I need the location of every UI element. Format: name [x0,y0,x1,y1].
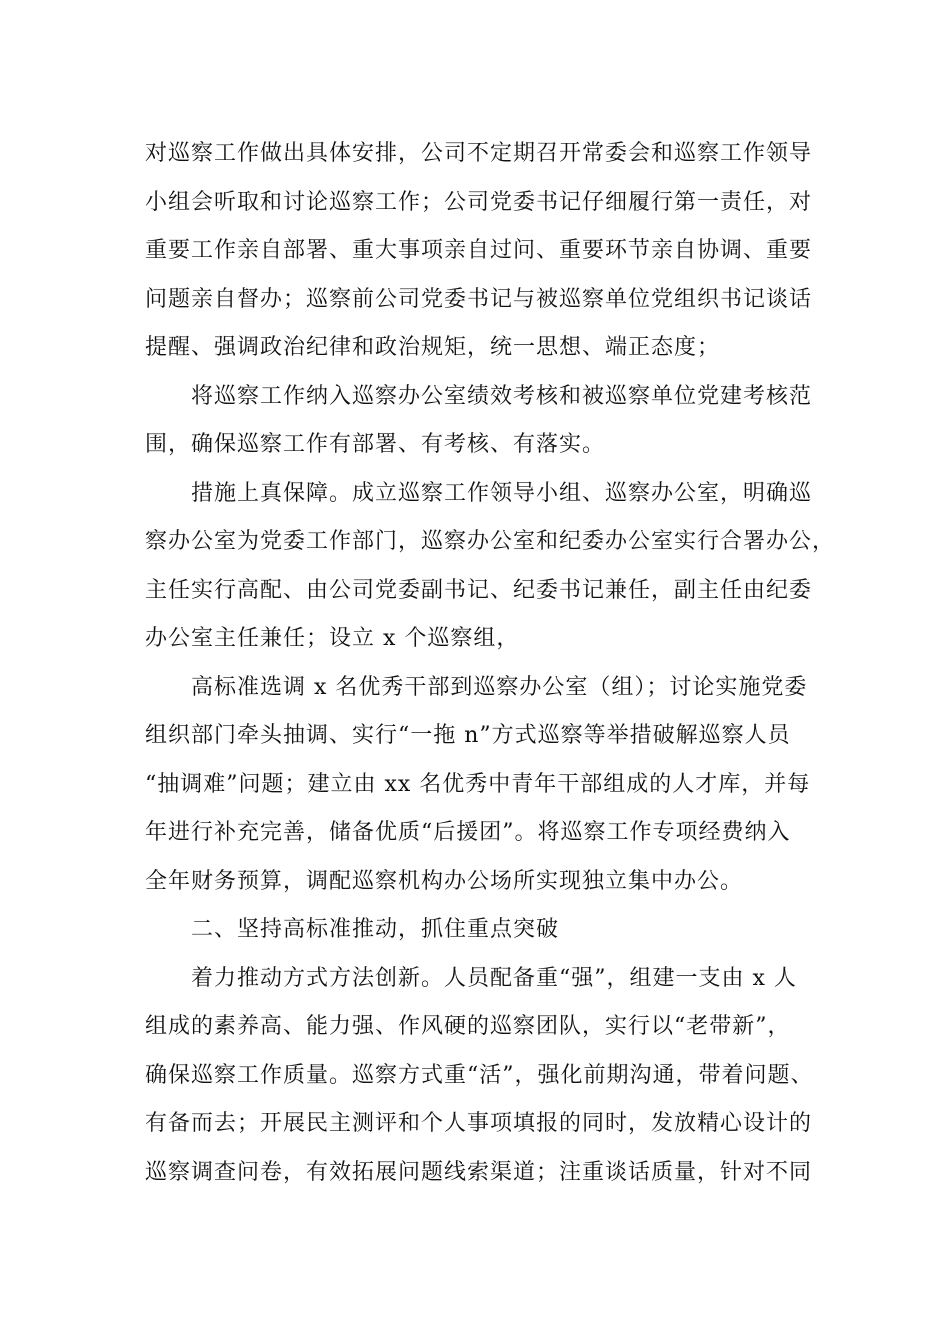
text-line: 小组会听取和讨论巡察工作；公司党委书记仔细履行第一责任，对 [145,189,813,215]
section-heading: 二、坚持高标准推动，抓住重点突破 [191,917,560,942]
text-line: 主任实行高配、由公司党委副书记、纪委书记兼任，副主任由纪委 [145,577,813,603]
text-line: 办公室主任兼任；设立 x 个巡察组， [145,626,520,651]
text-line: 重要工作亲自部署、重大事项亲自过问、重要环节亲自协调、重要 [145,238,813,263]
document-body [145,130,836,1197]
text-line: 对巡察工作做出具体安排，公司不定期召开常委会和巡察工作领导 [145,141,813,166]
text-line: 察办公室为党委工作部门，巡察办公室和纪委办公室实行合署办公， [145,529,836,554]
text-line: 组织部门牵头抽调、实行“一拖 n”方式巡察等举措破解巡察人员 [145,723,791,748]
paragraph-start-line: 将巡察工作纳入巡察办公室绩效考核和被巡察单位党建考核范 [191,383,813,409]
text-line: “抽调难”问题；建立由 xx 名优秀中青年干部组成的人才库，并每 [145,771,811,797]
text-line: 组成的素养高、能力强、作风硬的巡察团队，实行以“老带新”， [145,1014,791,1039]
text-line: 全年财务预算，调配巡察机构办公场所实现独立集中办公。 [145,868,744,894]
text-line: 问题亲自督办；巡察前公司党委书记与被巡察单位党组织书记谈话 [145,286,813,312]
text-line: 确保巡察工作质量。巡察方式重“活”，强化前期沟通，带着问题、 [145,1062,814,1088]
text-line: 有备而去；开展民主测评和个人事项填报的同时，发放精心设计的 [145,1111,813,1136]
text-line: 围，确保巡察工作有部署、有考核、有落实。 [145,432,606,457]
paragraph-start-line: 高标准选调 x 名优秀干部到巡察办公室（组）；讨论实施党委 [191,674,808,700]
text-line: 年进行补充完善，储备优质“后援团”。将巡察工作专项经费纳入 [145,820,791,845]
paragraph-start-line: 着力推动方式方法创新。人员配备重“强”，组建一支由 x 人 [191,965,797,991]
text-line: 巡察调查问卷，有效拓展问题线索渠道；注重谈话质量，针对不同 [145,1159,813,1185]
paragraph-start-line: 措施上真保障。成立巡察工作领导小组、巡察办公室，明确巡 [191,480,813,506]
text-line: 提醒、强调政治纪律和政治规矩，统一思想、端正态度； [145,335,721,360]
